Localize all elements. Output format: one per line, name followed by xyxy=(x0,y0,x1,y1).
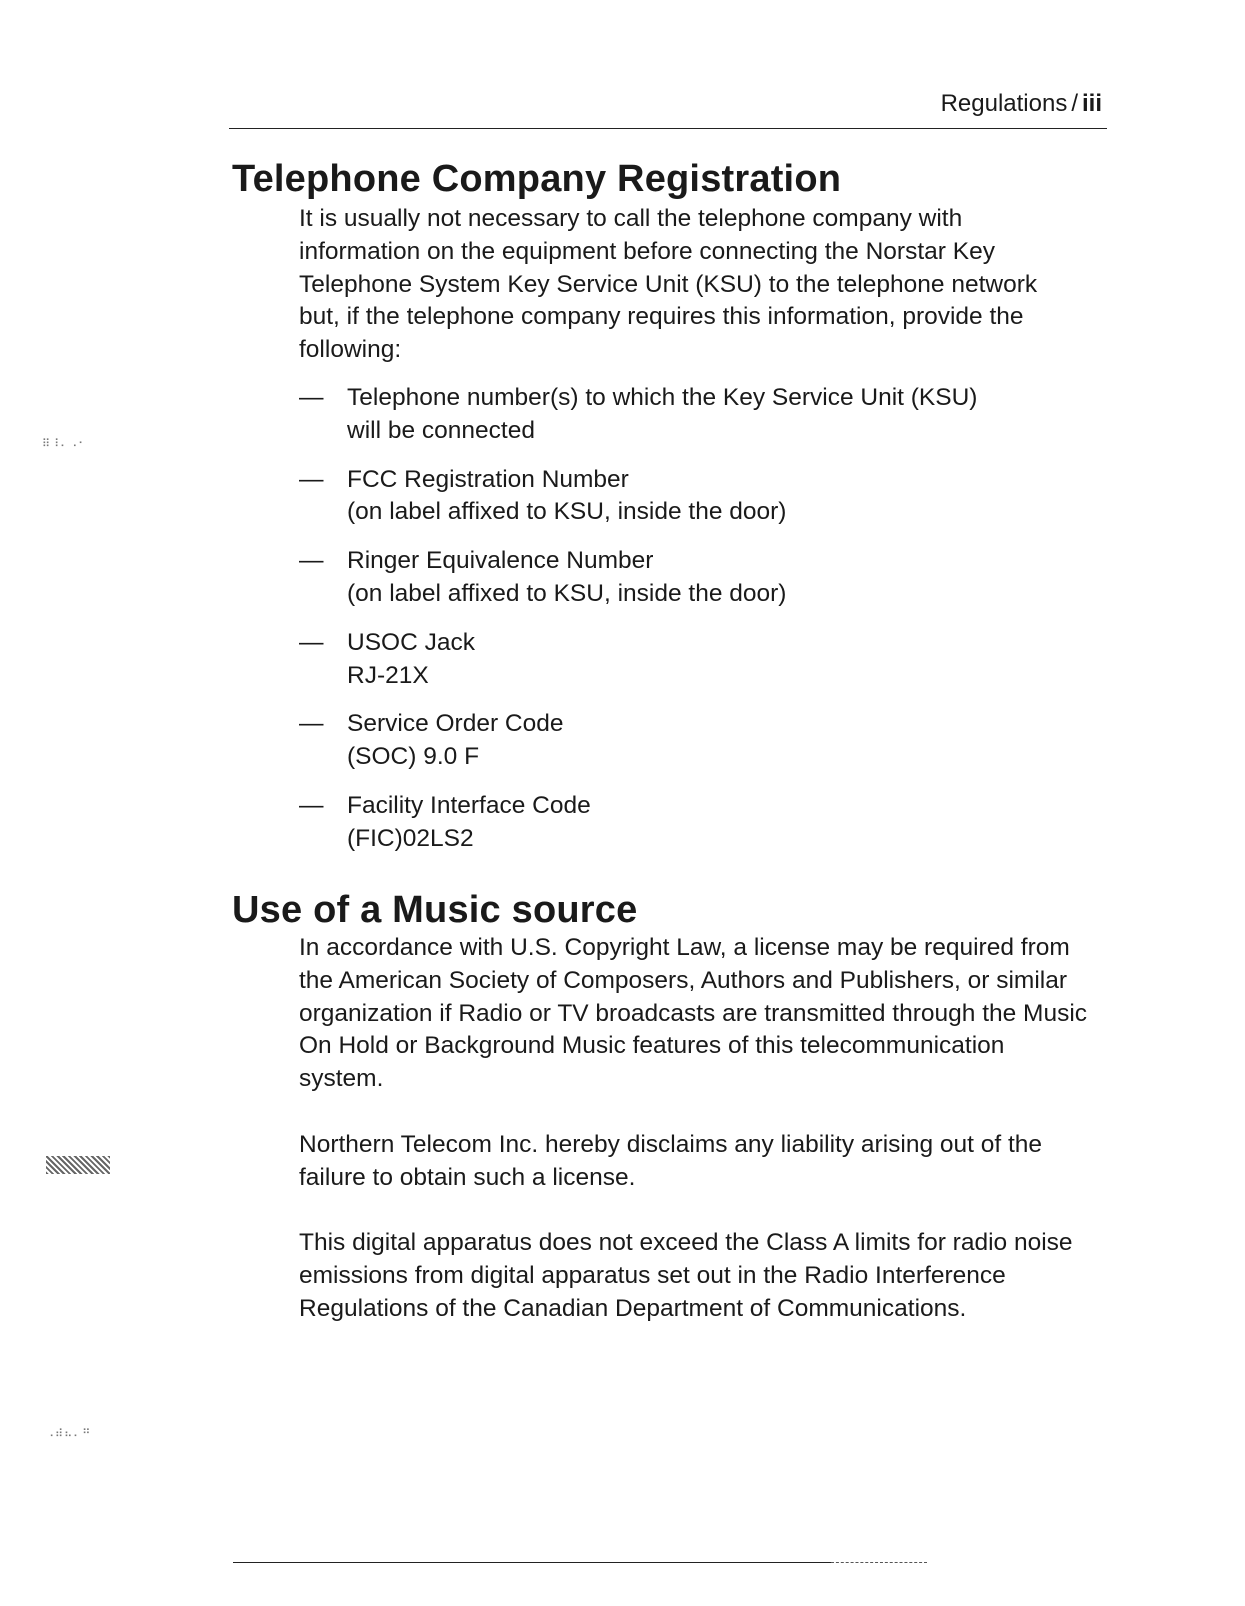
footer-rule xyxy=(233,1562,831,1563)
list-item xyxy=(299,627,1099,693)
list-item xyxy=(299,464,1099,530)
list-item xyxy=(299,708,1099,774)
list-item-detail: (on label affixed to KSU, inside the door) xyxy=(347,498,787,526)
footer-rule-faded xyxy=(831,1562,927,1563)
copyright-paragraph: In accordance with U.S. Copyright Law, a license may be required from the American Society of Composers, Authors and Publishers, or similar organization if Radio or TV broadcasts are transmitted through the Music On Hold or Background Music features of this telecommunication system. xyxy=(299,934,1088,1093)
scan-noise-mark: ⠠⠾⠦⠄⠛ xyxy=(46,1428,92,1440)
list-item-title: FCC Registration Number xyxy=(347,465,629,493)
disclaimer-paragraph: Northern Telecom Inc. hereby disclaims any liability arising out of the failure to obtain such a license. xyxy=(299,1131,1043,1191)
emissions-paragraph: This digital apparatus does not exceed the Class A limits for radio noise emissions from digital apparatus set out in the Radio Interference Regulations of the Canadian Department of Communications. xyxy=(299,1229,1073,1322)
dash-bullet: — xyxy=(299,791,324,819)
list-item-title: Ringer Equivalence Number xyxy=(347,547,654,575)
header-separator: / xyxy=(1071,90,1078,117)
header-section-title: Regulations xyxy=(940,90,1068,117)
dash-bullet: — xyxy=(299,384,324,411)
header-rule xyxy=(229,128,1107,129)
registration-info-list xyxy=(299,382,1099,872)
list-item-detail: (SOC) 9.0 F xyxy=(347,743,480,771)
page-number: iii xyxy=(1081,90,1102,117)
scan-noise-mark xyxy=(46,1156,110,1174)
section-heading-music-source: Use of a Music source xyxy=(232,889,638,931)
dash-bullet: — xyxy=(299,628,324,656)
scan-noise-mark: ⠿⠸⠄⠠⠂ xyxy=(42,438,88,450)
list-item-title: USOC Jack xyxy=(347,628,475,656)
list-item-detail: will be connected xyxy=(347,416,535,444)
list-item-title: Service Order Code xyxy=(347,710,564,738)
running-header xyxy=(230,88,1102,120)
list-item-detail: (FIC)02LS2 xyxy=(347,824,474,852)
dash-bullet: — xyxy=(299,465,324,493)
list-item-detail: RJ-21X xyxy=(347,661,429,689)
list-item xyxy=(299,790,1099,856)
list-item-title: Facility Interface Code xyxy=(347,791,591,819)
list-item xyxy=(299,382,1099,448)
section-heading-telephone-registration: Telephone Company Registration xyxy=(232,158,842,200)
dash-bullet: — xyxy=(299,710,324,738)
registration-intro-paragraph: It is usually not necessary to call the telephone company with information on the equipment before connecting the Norstar Key Telephone System Key Service Unit (KSU) to the telephone network but, if the telephone company requires this information, provide the following: xyxy=(299,205,1038,364)
dash-bullet: — xyxy=(299,547,324,575)
list-item xyxy=(299,545,1099,611)
list-item-detail: (on label affixed to KSU, inside the door) xyxy=(347,579,787,607)
list-item-title: Telephone number(s) to which the Key Service Unit (KSU) xyxy=(347,384,978,411)
